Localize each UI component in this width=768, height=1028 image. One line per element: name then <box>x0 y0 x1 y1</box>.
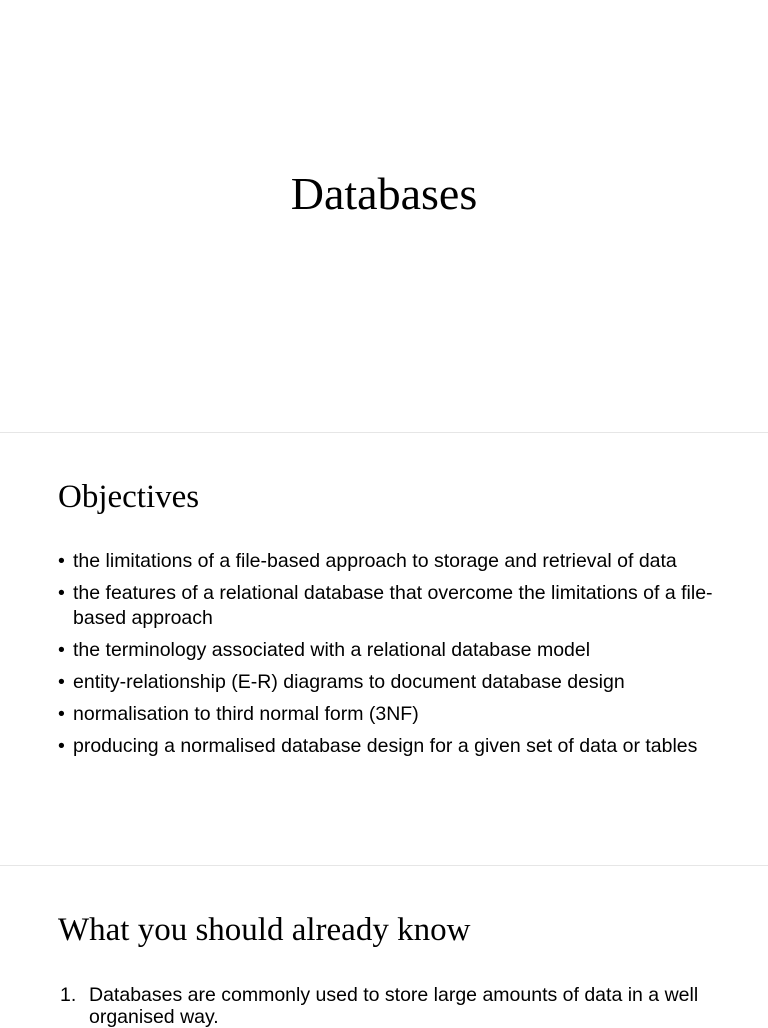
bullet-icon: • <box>58 670 65 693</box>
prior-knowledge-heading: What you should already know <box>58 912 471 948</box>
list-item <box>58 734 718 759</box>
list-item <box>60 984 720 1028</box>
objectives-list <box>58 549 718 766</box>
bullet-icon: • <box>58 638 65 661</box>
list-item <box>58 549 718 574</box>
list-item <box>58 702 718 727</box>
objectives-slide <box>0 433 768 866</box>
prior-knowledge-list <box>60 984 720 1028</box>
list-number: 1. <box>60 984 77 1006</box>
list-item-text: the limitations of a file-based approach to storage and retrieval of data <box>73 550 677 572</box>
bullet-icon: • <box>58 550 65 572</box>
bullet-icon: • <box>58 734 65 757</box>
presentation-title: Databases <box>290 168 478 219</box>
bullet-icon: • <box>58 702 65 725</box>
prior-knowledge-slide <box>0 866 768 1028</box>
list-item-text: entity-relationship (E-R) diagrams to document database design <box>73 670 625 693</box>
list-item <box>58 581 718 630</box>
list-item-text: producing a normalised database design for a given set of data or tables <box>73 734 698 757</box>
list-item-text: the terminology associated with a relational database model <box>73 638 591 661</box>
list-item-text: normalisation to third normal form (3NF) <box>73 702 419 725</box>
list-item <box>58 670 718 695</box>
list-item <box>58 638 718 663</box>
list-item-text: the features of a relational database that overcome the limitations of a file-based approach <box>73 582 713 629</box>
title-slide <box>0 0 768 433</box>
objectives-heading: Objectives <box>58 479 200 515</box>
bullet-icon: • <box>58 582 65 604</box>
list-item-text: Databases are commonly used to store large amounts of data in a well organised way. <box>89 984 699 1028</box>
